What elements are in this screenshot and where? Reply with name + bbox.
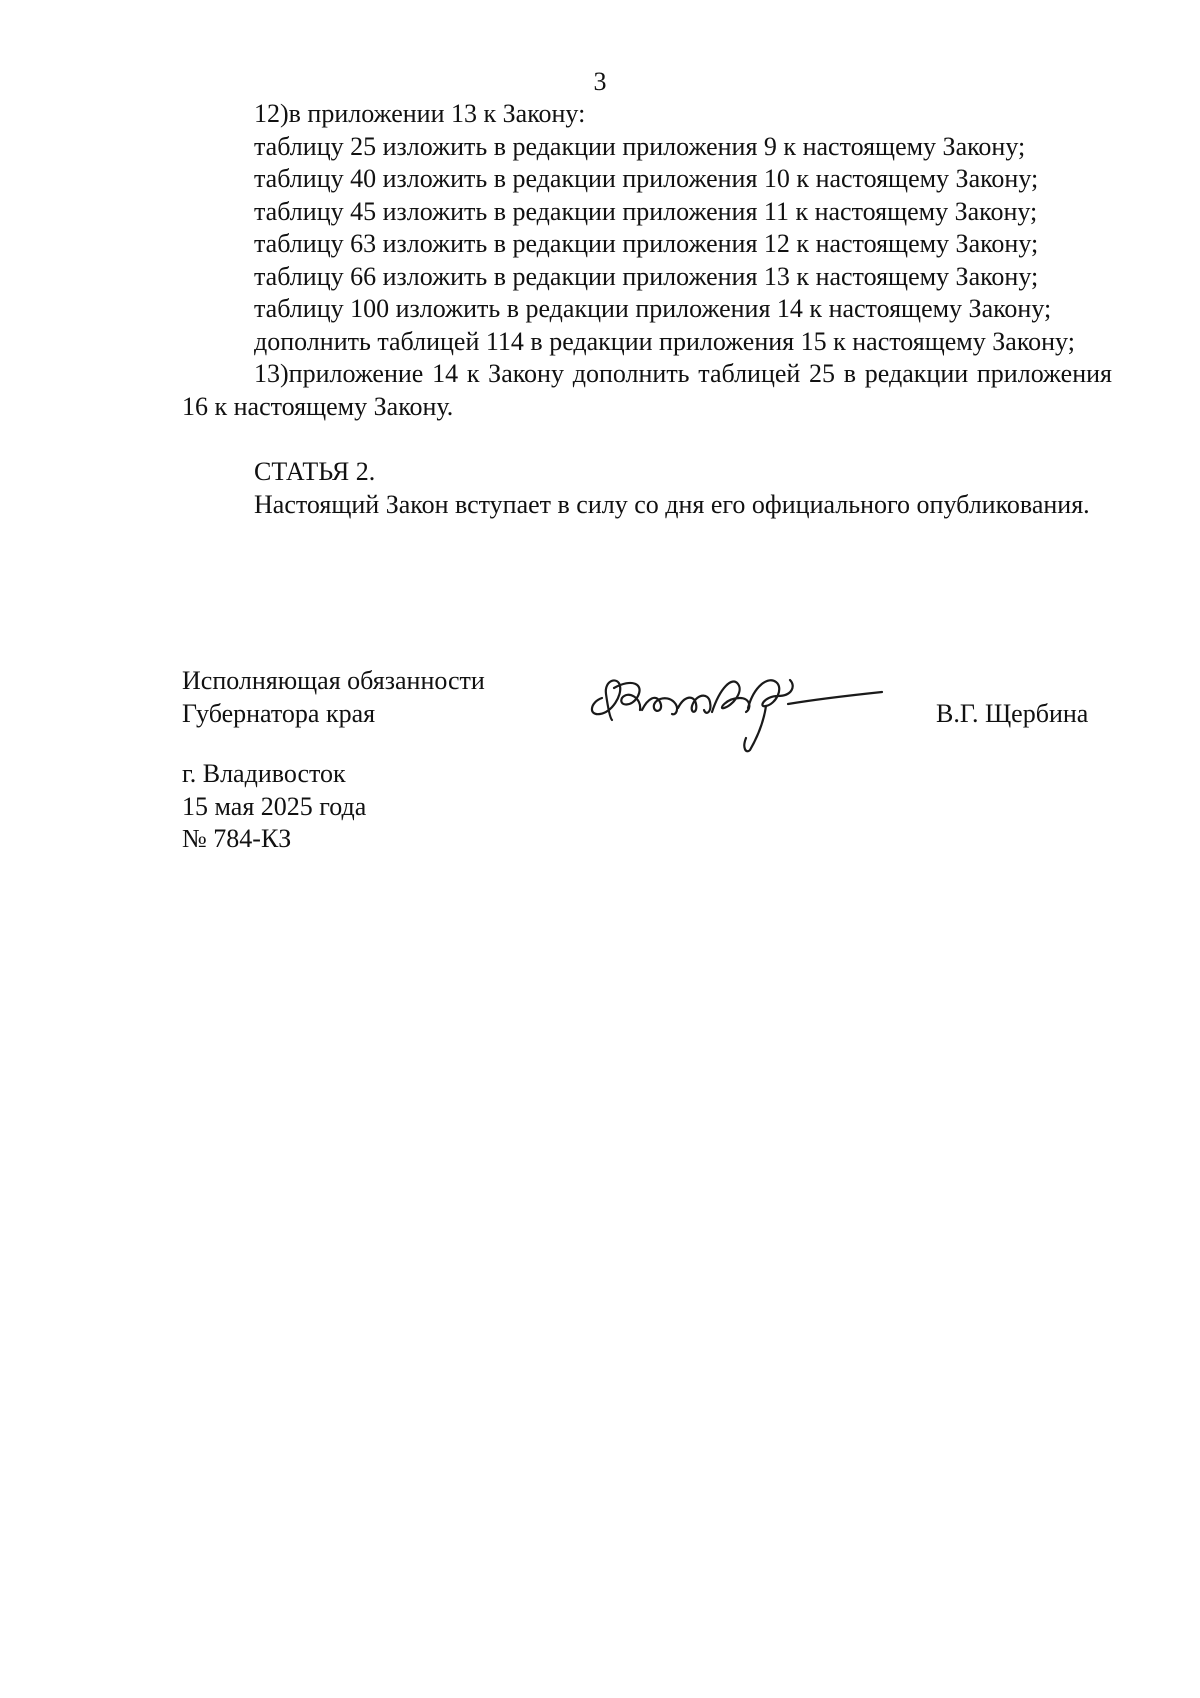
page-number: 3 — [593, 67, 607, 96]
signatory-position — [182, 665, 485, 730]
list-item-table-40: таблицу 40 изложить в редакции приложения 10 к настоящему Закону; — [254, 164, 1039, 193]
signer-name: В.Г. Щербина — [936, 699, 1089, 728]
list-item-table-63: таблицу 63 изложить в редакции приложения 12 к настоящему Закону; — [254, 229, 1039, 258]
list-item-table-66: таблицу 66 изложить в редакции приложения 13 к настоящему Закону; — [254, 261, 1039, 291]
list-item-table-100: таблицу 100 изложить в редакции приложения 14 к настоящему Закону; — [254, 294, 1052, 323]
list-item-table-25: таблицу 25 изложить в редакции приложения 9 к настоящему Закону; — [254, 131, 1026, 161]
position-line-1: Исполняющая обязанности — [182, 666, 485, 695]
list-item-13: 13)приложение 14 к Закону дополнить таблицей 25 в редакции приложения 16 к настоящему Закону. — [182, 359, 1112, 421]
article-text: Настоящий Закон вступает в силу со дня его официального опубликования. — [254, 489, 1090, 519]
handwritten-signature — [582, 658, 912, 758]
law-number: № 784-КЗ — [182, 824, 292, 853]
spacer — [182, 423, 1112, 456]
city: г. Владивосток — [182, 759, 346, 788]
list-item-12: 12)в приложении 13 к Закону: — [254, 99, 586, 128]
document-body — [182, 98, 1112, 521]
place-and-date — [182, 758, 366, 856]
list-item-table-45: таблицу 45 изложить в редакции приложения 11 к настоящему Закону; — [254, 196, 1038, 226]
date: 15 мая 2025 года — [182, 791, 367, 821]
position-line-2: Губернатора края — [182, 698, 376, 728]
list-item-table-114: дополнить таблицей 114 в редакции приложения 15 к настоящему Закону; — [254, 326, 1075, 356]
article-heading: СТАТЬЯ 2. — [254, 457, 376, 486]
